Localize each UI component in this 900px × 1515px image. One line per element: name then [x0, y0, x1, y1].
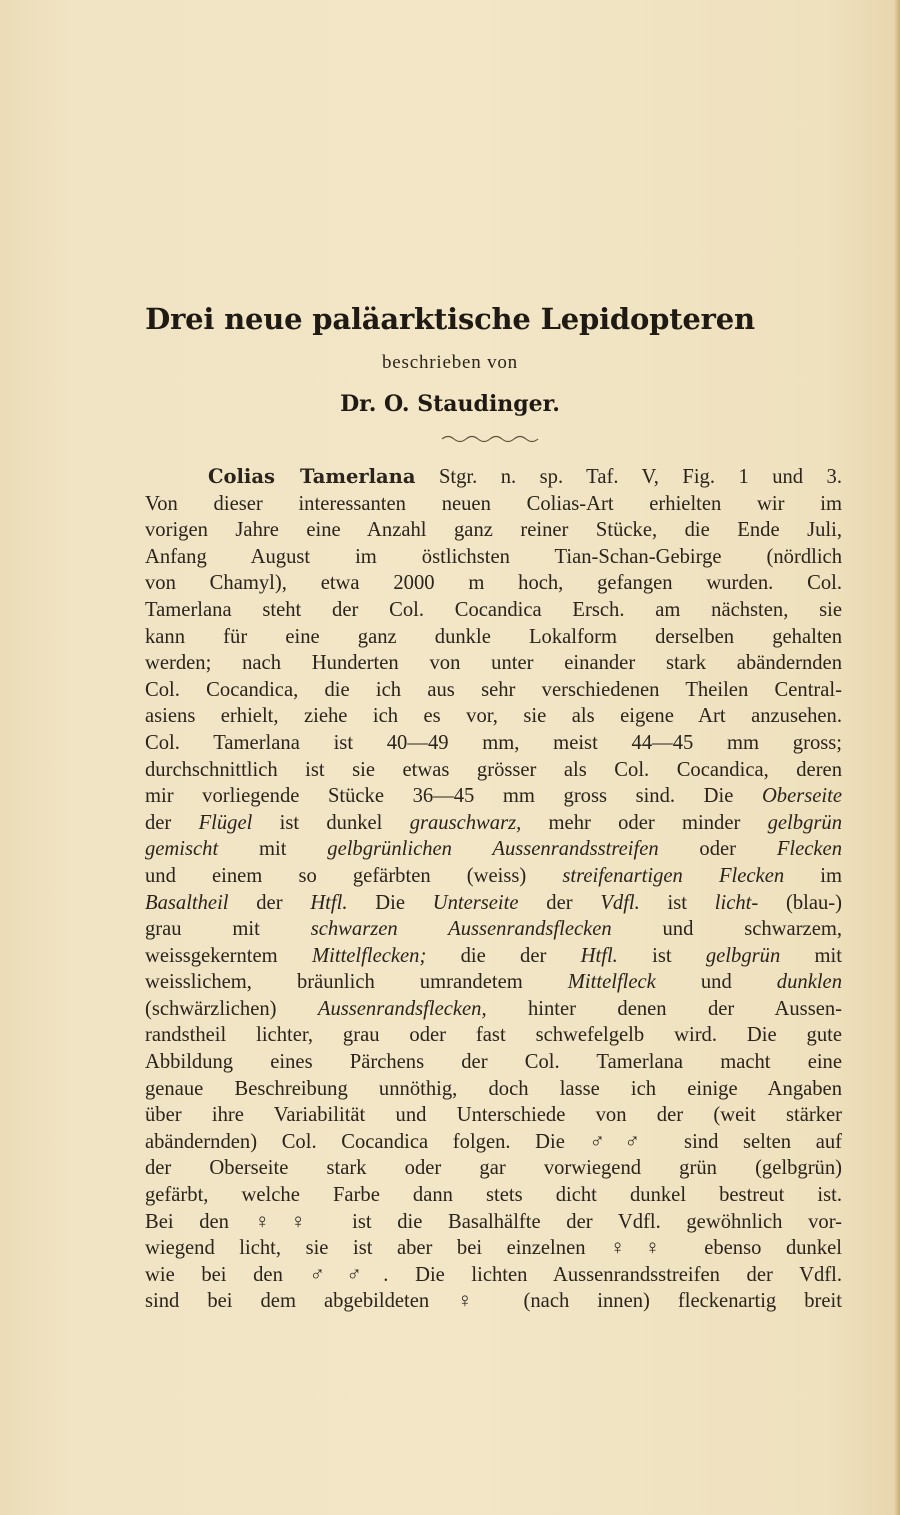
italic-term: licht- [714, 891, 759, 914]
text-line: kann für eine ganz dunkle Lokalform derselben gehalten [145, 625, 842, 648]
italic-term: Htfl. [580, 944, 618, 967]
text-line: abändernden) Col. Cocandica folgen. Die ♂♂ sind selten auf [145, 1130, 842, 1153]
italic-term: Oberseite [761, 785, 842, 808]
author-name: Dr. O. Staudinger. [340, 391, 560, 417]
text-segment: (blau-) [758, 891, 842, 914]
text-line: Abbildung eines Pärchens der Col. Tamerlana macht eine [145, 1051, 842, 1074]
italic-term: Mittelflecken; [311, 944, 427, 967]
italic-term: gelbgrün [767, 811, 842, 834]
text-line: vorigen Jahre eine Anzahl ganz reiner Stücke, die Ende Juli, [145, 519, 842, 542]
text-line: sind bei dem abgebildeten ♀ (nach innen) fleckenartig breit [145, 1290, 842, 1313]
text-line [145, 464, 842, 491]
italic-term: streifenartigen Flecken [562, 864, 785, 887]
text-line: Tamerlana steht der Col. Cocandica Ersch. am nächsten, sie [145, 598, 842, 621]
text-line: wie bei den ♂♂. Die lichten Aussenrandsstreifen der Vdfl. [145, 1263, 842, 1286]
text-segment: mir vorliegende Stücke 36—45 mm gross sind. Die [145, 785, 762, 808]
text-segment: Stgr. n. sp. Taf. V, Fig. 1 und 3. [415, 466, 842, 488]
italic-term: gemischt [145, 838, 219, 861]
text-segment: ist [617, 944, 706, 967]
italic-term: grauschwarz, [409, 811, 522, 834]
text-segment: ist [639, 891, 715, 914]
text-line [145, 943, 842, 970]
italic-term: Htfl. [310, 891, 348, 914]
text-segment: weisslichem, bräunlich umrandetem [145, 971, 568, 994]
text-line [145, 996, 842, 1023]
italic-term: dunklen [776, 971, 842, 994]
text-segment: und schwarzem, [611, 918, 843, 941]
text-line: über ihre Variabilität und Unterschiede von der (weit stärker [145, 1104, 842, 1127]
italic-term: Flecken [776, 838, 842, 861]
text-line: Anfang August im östlichsten Tian-Schan-Gebirge (nördlich [145, 545, 842, 568]
text-segment: Die [347, 891, 433, 914]
italic-term: Flügel [198, 811, 253, 834]
text-segment: der [518, 891, 601, 914]
italic-term: Unterseite [432, 891, 519, 914]
divider-ornament [440, 433, 544, 443]
species-name: Colias Tamerlana [208, 465, 416, 488]
italic-term: Aussenrandsflecken, [317, 997, 487, 1020]
text-line [145, 916, 842, 943]
text-line [145, 810, 842, 837]
text-segment: der [228, 891, 311, 914]
italic-term: Vdfl. [600, 891, 640, 914]
text-segment: weissgekerntem [145, 944, 312, 967]
text-line [145, 890, 842, 917]
text-segment: der [145, 811, 199, 834]
text-segment: grau mit [145, 918, 311, 941]
text-segment: und [655, 971, 777, 994]
text-line: wiegend licht, sie ist aber bei einzelnen ♀♀ ebenso dunkel [145, 1237, 842, 1260]
page-edge-shadow [894, 0, 900, 1515]
text-line: werden; nach Hunderten von unter einander stark abändernden [145, 652, 842, 675]
byline: beschrieben von [382, 352, 518, 373]
text-line: asiens erhielt, ziehe ich es vor, sie als eigene Art anzusehen. [145, 705, 842, 728]
text-line [145, 836, 842, 863]
italic-term: Basaltheil [145, 891, 229, 914]
article-body [145, 464, 842, 1315]
text-segment: mit [218, 838, 328, 861]
article-title: Drei neue paläarktische Lepidopteren [145, 302, 755, 336]
text-line: genaue Beschreibung unnöthig, doch lasse ich einige Angaben [145, 1077, 842, 1100]
text-segment: die der [426, 944, 581, 967]
text-segment: mit [780, 944, 843, 967]
text-line: von Chamyl), etwa 2000 m hoch, gefangen wurden. Col. [145, 572, 842, 595]
text-segment: ist dunkel [252, 811, 410, 834]
text-segment: und einem so gefärbten (weiss) [145, 864, 563, 887]
text-line: Col. Cocandica, die ich aus sehr verschiedenen Theilen Central- [145, 678, 842, 701]
italic-term: Mittelfleck [567, 971, 656, 994]
italic-term: gelbgrün [705, 944, 781, 967]
text-segment: hinter denen der Aussen- [486, 997, 842, 1020]
text-segment: oder [658, 838, 777, 861]
text-segment: mehr oder minder [521, 811, 768, 834]
text-segment: im [784, 864, 843, 887]
text-line: Col. Tamerlana ist 40—49 mm, meist 44—45 mm gross; [145, 731, 842, 754]
italic-term: gelbgrünlichen Aussenrandsstreifen [327, 838, 659, 861]
text-line [145, 969, 842, 996]
text-line: Bei den ♀♀ ist die Basalhälfte der Vdfl. gewöhnlich vor- [145, 1210, 842, 1233]
text-segment: (schwärzlichen) [145, 997, 318, 1020]
text-line [145, 783, 842, 810]
text-line: gefärbt, welche Farbe dann stets dicht dunkel bestreut ist. [145, 1184, 842, 1207]
text-line: Von dieser interessanten neuen Colias-Art erhielten wir im [145, 492, 842, 515]
text-line: randstheil lichter, grau oder fast schwefelgelb wird. Die gute [145, 1024, 842, 1047]
italic-term: schwarzen Aussenrandsflecken [310, 918, 612, 941]
text-line [145, 863, 842, 890]
text-line: durchschnittlich ist sie etwas grösser als Col. Cocandica, deren [145, 758, 842, 781]
text-line: der Oberseite stark oder gar vorwiegend grün (gelbgrün) [145, 1157, 842, 1180]
